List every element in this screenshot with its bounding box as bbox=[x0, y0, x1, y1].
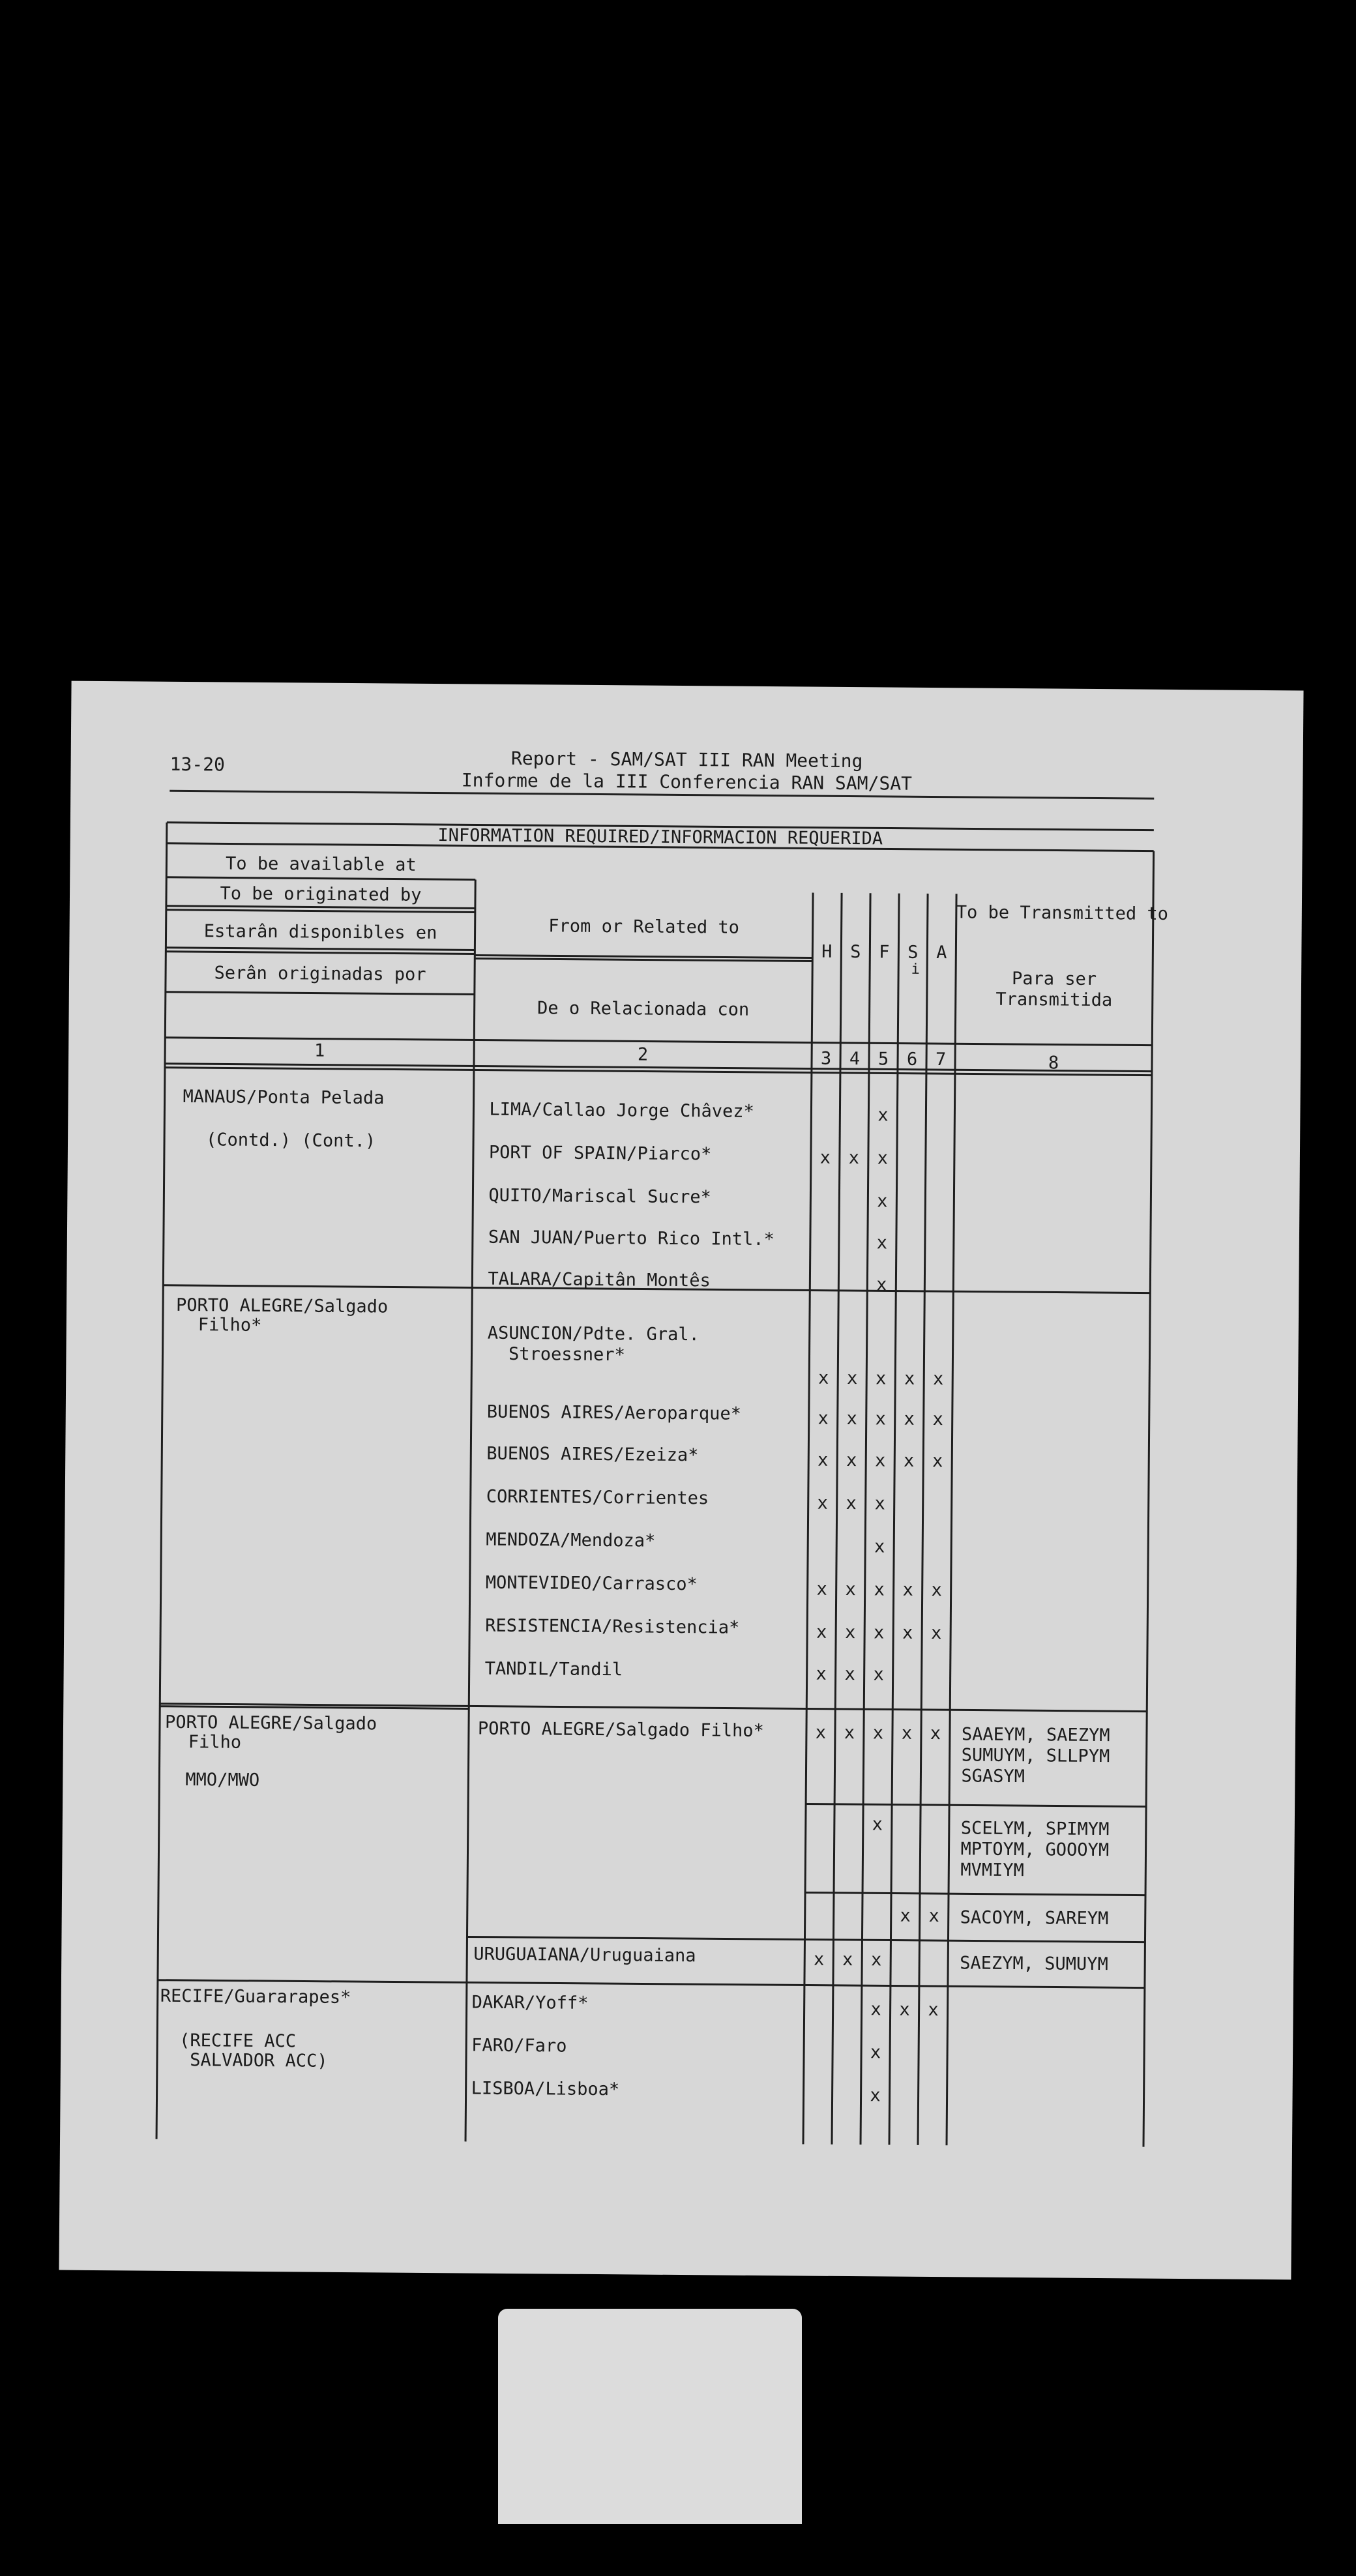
mark-h: x bbox=[818, 1408, 829, 1429]
mark-s: x bbox=[846, 1450, 857, 1471]
page-number: 13-20 bbox=[170, 753, 226, 776]
station-row: CORRIENTES/Corrientes bbox=[486, 1486, 709, 1509]
station-row: PORTO ALEGRE/Salgado Filho* bbox=[477, 1718, 765, 1742]
mark-h: x bbox=[813, 1949, 825, 1970]
mark-h: x bbox=[815, 1722, 827, 1743]
mark-f: x bbox=[877, 1148, 889, 1169]
station-row: MONTEVIDEO/Carrasco* bbox=[485, 1572, 698, 1595]
header-from-or-related: From or Related to bbox=[548, 916, 740, 938]
header-flag-h: H bbox=[821, 941, 833, 962]
col-number-2: 2 bbox=[637, 1044, 649, 1065]
header-flag-a: A bbox=[936, 943, 947, 963]
transmit-list: SAEZYM, SUMUYM bbox=[960, 1953, 1108, 1975]
mark-s: x bbox=[846, 1493, 857, 1514]
mark-f: x bbox=[875, 1368, 887, 1389]
mark-a: x bbox=[931, 1580, 942, 1601]
header-to-be-originated: To be originated by bbox=[220, 883, 422, 905]
station-row: FARO/Faro bbox=[471, 2035, 567, 2056]
mark-s: x bbox=[842, 1949, 853, 1970]
station-row: RESISTENCIA/Resistencia* bbox=[485, 1615, 740, 1638]
mark-f: x bbox=[870, 1950, 882, 1970]
mark-si: x bbox=[902, 1579, 913, 1600]
mark-si: x bbox=[904, 1368, 915, 1389]
mark-f: x bbox=[874, 1536, 885, 1557]
mark-si: x bbox=[900, 1905, 911, 1926]
header-to-be-available: To be available at bbox=[225, 853, 417, 875]
header-seran-originadas: Serân originadas por bbox=[214, 963, 426, 985]
header-flag-s: S bbox=[850, 942, 861, 963]
station-row: PORT OF SPAIN/Piarco* bbox=[488, 1142, 712, 1165]
station-row: TALARA/Capitân Montês bbox=[488, 1268, 711, 1291]
col-number-4: 4 bbox=[849, 1049, 861, 1070]
document-page bbox=[59, 681, 1303, 2280]
mark-si: x bbox=[904, 1409, 915, 1429]
mark-f: x bbox=[870, 2085, 881, 2106]
station-row: LIMA/Callao Jorge Châvez* bbox=[489, 1099, 754, 1122]
mark-f: x bbox=[874, 1493, 885, 1514]
col-number-1: 1 bbox=[314, 1040, 325, 1061]
origin-group-4-line-2: (RECIFE ACC bbox=[179, 2030, 297, 2052]
mark-h: x bbox=[819, 1147, 831, 1168]
header-flag-si-subscript: i bbox=[911, 961, 920, 978]
mark-s: x bbox=[845, 1579, 856, 1600]
station-row: LISBOA/Lisboa* bbox=[471, 2078, 620, 2100]
mark-h: x bbox=[816, 1579, 827, 1600]
header-para-ser-transmitida: Para ser Transmitida bbox=[995, 968, 1113, 1011]
station-row: SAN JUAN/Puerto Rico Intl.* bbox=[488, 1227, 774, 1250]
mark-h: x bbox=[817, 1450, 829, 1471]
mark-a: x bbox=[930, 1723, 941, 1744]
origin-group-4-line-3: SALVADOR ACC) bbox=[179, 2049, 328, 2071]
mark-f: x bbox=[874, 1579, 885, 1600]
mark-f: x bbox=[873, 1622, 885, 1643]
mark-h: x bbox=[816, 1622, 827, 1643]
mark-si: x bbox=[902, 1622, 913, 1643]
header-flag-si: S bbox=[907, 942, 919, 963]
mark-f: x bbox=[872, 1723, 884, 1744]
header-de-o-relacionada: De o Relacionada con bbox=[537, 998, 750, 1020]
station-row: ASUNCION/Pdte. Gral. Stroessner* bbox=[487, 1323, 700, 1366]
station-row: DAKAR/Yoff* bbox=[471, 1992, 589, 2013]
header-estaran-disponibles: Estarân disponibles en bbox=[203, 921, 437, 944]
origin-group-2-line-1: PORTO ALEGRE/Salgado bbox=[175, 1295, 389, 1317]
mark-a: x bbox=[928, 1999, 939, 2021]
origin-group-3-line-1: PORTO ALEGRE/Salgado bbox=[164, 1712, 377, 1734]
mark-f: x bbox=[877, 1105, 889, 1126]
transmit-list: SACOYM, SAREYM bbox=[960, 1907, 1109, 1929]
mark-f: x bbox=[870, 2042, 881, 2063]
mark-h: x bbox=[818, 1368, 829, 1388]
transmit-list: SCELYM, SPIMYM MPTOYM, GOOOYM MVMIYM bbox=[960, 1818, 1110, 1881]
mark-si: x bbox=[903, 1450, 915, 1471]
mark-a: x bbox=[932, 1409, 943, 1430]
origin-group-3-line-2: Filho bbox=[188, 1732, 242, 1753]
mark-a: x bbox=[932, 1451, 943, 1472]
mark-a: x bbox=[928, 1906, 940, 1927]
report-title-spanish: Informe de la III Conferencia RAN SAM/SAT bbox=[461, 769, 913, 795]
mark-s: x bbox=[844, 1722, 855, 1744]
mark-f: x bbox=[877, 1191, 888, 1212]
mark-s: x bbox=[848, 1148, 860, 1169]
origin-group-2-line-2: Filho* bbox=[198, 1315, 262, 1336]
mark-f: x bbox=[874, 1450, 886, 1471]
table-banner: INFORMATION REQUIRED/INFORMACION REQUERIDA bbox=[437, 825, 883, 849]
station-row: BUENOS AIRES/Aeroparque* bbox=[486, 1401, 742, 1424]
mark-f: x bbox=[875, 1409, 886, 1429]
transmit-list: SAAEYM, SAEZYM SUMUYM, SLLPYM SGASYM bbox=[961, 1724, 1110, 1787]
header-flag-f: F bbox=[879, 942, 890, 963]
mark-s: x bbox=[846, 1368, 858, 1389]
mark-a: x bbox=[932, 1369, 944, 1390]
mark-f: x bbox=[876, 1233, 888, 1253]
col-number-6: 6 bbox=[906, 1049, 918, 1070]
mark-s: x bbox=[846, 1408, 857, 1429]
mark-f: x bbox=[870, 1999, 881, 2020]
col-number-8: 8 bbox=[1048, 1053, 1059, 1074]
station-row: URUGUAIANA/Uruguaiana bbox=[473, 1944, 696, 1967]
report-title-english: Report - SAM/SAT III RAN Meeting bbox=[510, 747, 863, 772]
station-row: MENDOZA/Mendoza* bbox=[486, 1529, 656, 1551]
station-row: TANDIL/Tandil bbox=[484, 1658, 623, 1680]
col-number-7: 7 bbox=[935, 1049, 947, 1070]
mark-f: x bbox=[873, 1664, 884, 1685]
header-to-be-transmitted: To be Transmitted to bbox=[956, 902, 1169, 924]
mark-h: x bbox=[817, 1493, 828, 1514]
origin-group-4-line-1: RECIFE/Guararapes* bbox=[160, 1985, 351, 2008]
station-row: BUENOS AIRES/Ezeiza* bbox=[486, 1443, 699, 1466]
origin-group-3-line-3: MMO/MWO bbox=[185, 1770, 260, 1791]
mark-a: x bbox=[930, 1623, 942, 1644]
mark-si: x bbox=[901, 1723, 913, 1744]
col-number-5: 5 bbox=[877, 1049, 889, 1070]
station-row: QUITO/Mariscal Sucre* bbox=[488, 1185, 711, 1208]
mark-s: x bbox=[844, 1663, 855, 1685]
mark-s: x bbox=[844, 1622, 856, 1643]
mark-h: x bbox=[816, 1663, 827, 1684]
mark-f: x bbox=[876, 1274, 887, 1295]
col-number-3: 3 bbox=[820, 1048, 832, 1069]
origin-group-1-line-2: (Contd.) (Cont.) bbox=[205, 1130, 376, 1152]
blank-paper-slip bbox=[498, 2309, 802, 2524]
origin-group-1-line-1: MANAUS/Ponta Pelada bbox=[183, 1086, 385, 1109]
mark-si: x bbox=[899, 1999, 910, 2020]
mark-f: x bbox=[872, 1814, 883, 1835]
